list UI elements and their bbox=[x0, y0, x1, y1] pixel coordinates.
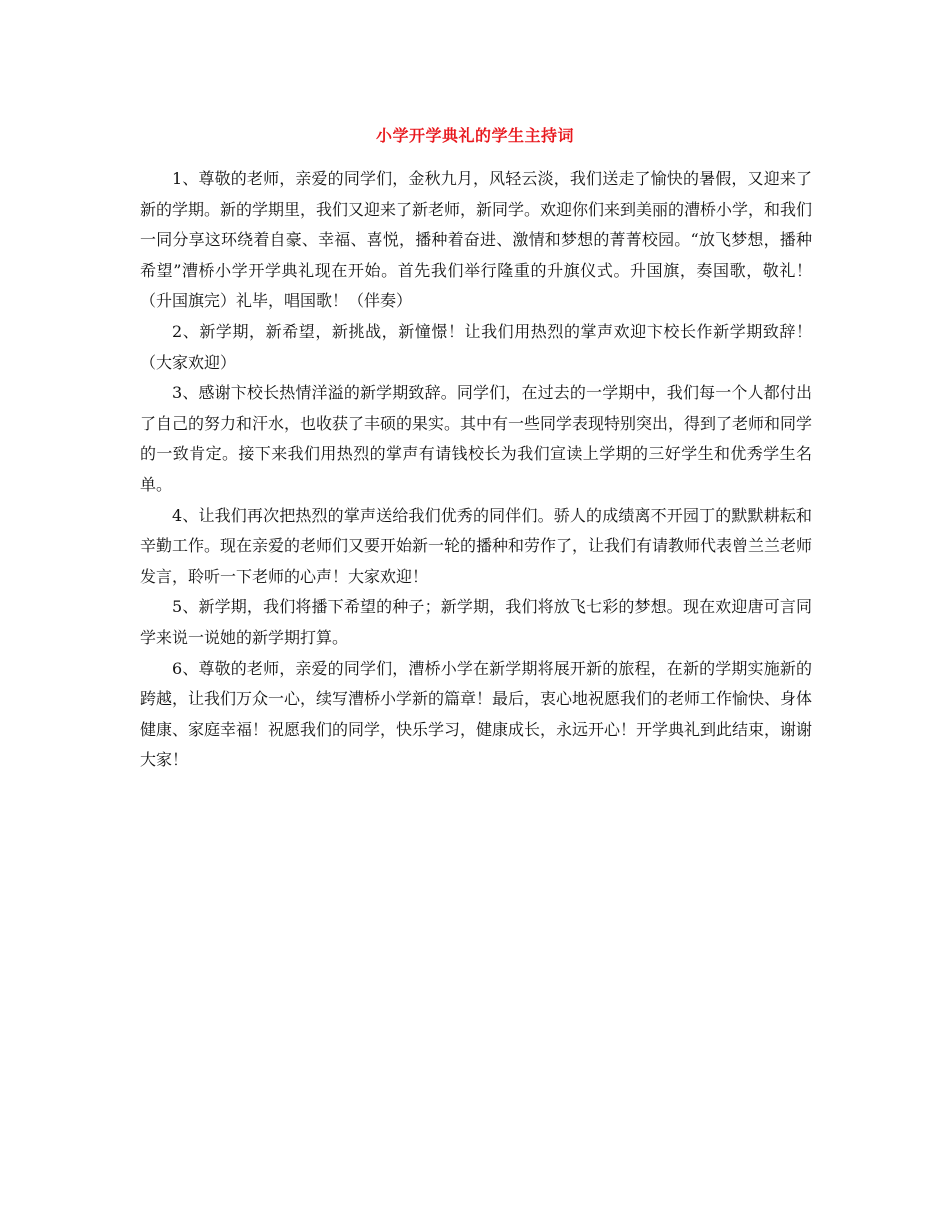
paragraph-3: 3、感谢卞校长热情洋溢的新学期致辞。同学们，在过去的一学期中，我们每一个人都付出了自己的努力和汗水，也收获了丰硕的果实。其中有一些同学表现特别突出，得到了老师和同学的一致肯定。接下来我们用热烈的掌声有请钱校长为我们宣读上学期的三好学生和优秀学生名单。 bbox=[140, 383, 813, 494]
paragraph-4: 4、让我们再次把热烈的掌声送给我们优秀的同伴们。骄人的成绩离不开园丁的默默耕耘和辛勤工作。现在亲爱的老师们又要开始新一轮的播种和劳作了，让我们有请教师代表曾兰兰老师发言，聆听一下老师的心声！大家欢迎！ bbox=[140, 505, 813, 586]
document-title: 小学开学典礼的学生主持词 bbox=[375, 126, 574, 145]
paragraph-6: 6、尊敬的老师，亲爱的同学们，漕桥小学在新学期将展开新的旅程，在新的学期实施新的跨越，让我们万众一心，续写漕桥小学新的篇章！最后，衷心地祝愿我们的老师工作愉快、身体健康、家庭幸福！祝愿我们的同学，快乐学习，健康成长，永远开心！开学典礼到此结束，谢谢大家！ bbox=[140, 658, 813, 770]
paragraph-2: 2、新学期，新希望，新挑战，新憧憬！让我们用热烈的掌声欢迎卞校长作新学期致辞！（大家欢迎） bbox=[140, 321, 812, 372]
document-body bbox=[140, 164, 812, 776]
paragraph-5: 5、新学期，我们将播下希望的种子；新学期，我们将放飞七彩的梦想。现在欢迎唐可言同学来说一说她的新学期打算。 bbox=[140, 597, 812, 647]
paragraph-1: 1、尊敬的老师，亲爱的同学们，金秋九月，风轻云淡，我们送走了愉快的暑假，又迎来了新的学期。新的学期里，我们又迎来了新老师，新同学。欢迎你们来到美丽的漕桥小学，和我们一同分享这环绕着自豪、幸福、喜悦，播种着奋进、激情和梦想的菁菁校园。“放飞梦想，播种希望”漕桥小学开学典礼现在开始。首先我们举行隆重的升旗仪式。升国旗，奏国歌，敬礼！（升国旗完）礼毕，唱国歌！（伴奏） bbox=[140, 169, 813, 311]
